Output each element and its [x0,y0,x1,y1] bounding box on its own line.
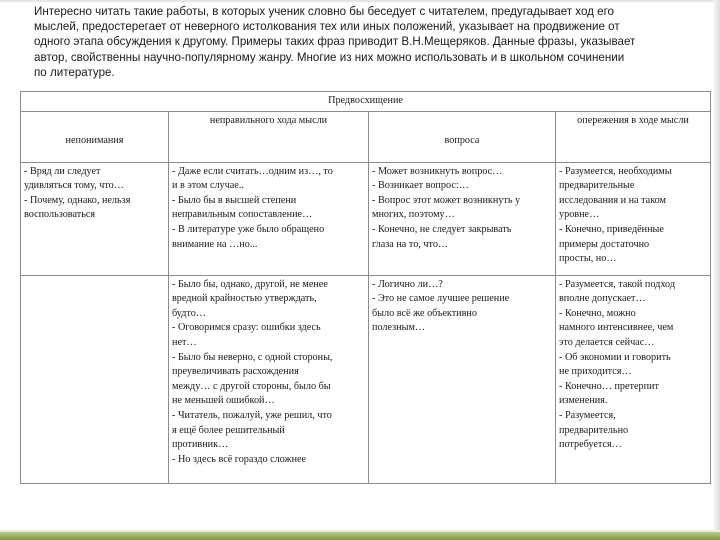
intro-line: одного этапа обсуждения к другому. Примеры таких фраз приводит В.Н.Мещеряков. Данные фразы, указывает [34,35,636,49]
cell-line: намного интенсивнее, чем [559,322,674,334]
cell-line: - Но здесь всё гораздо сложнее [172,453,307,465]
cell-line: - В литературе уже было обращено [172,223,325,235]
table-cell [21,275,169,483]
cell-line: - Об экономии и говорить [559,351,671,363]
cell-line: - Разумеется, [559,409,616,421]
table-cell [169,275,369,483]
cell-line: - Разумеется, необходимы [559,165,672,177]
intro-paragraph [34,4,704,80]
cell-line: - Даже если считать…одним из…, то [172,165,333,177]
table-cell [556,275,711,483]
cell-line: просты, но… [559,253,617,265]
column-header: опережения в ходе мысли [556,111,711,162]
table-row [21,162,711,275]
cell-line: и в этом случае.. [172,180,244,192]
cell-line: - Конечно, не следует закрывать [372,223,512,235]
bottom-bar-highlight [0,530,720,532]
cell-line: - Разумеется, такой подход [559,278,676,290]
cell-line: изменения. [559,395,608,407]
cell-line: уровне… [559,209,600,221]
cell-line: исследования и на таком [559,194,666,206]
column-header: вопроса [369,111,556,162]
cell-line: не приходится… [559,366,632,378]
cell-line: нет… [172,336,197,348]
cell-line: - Конечно, можно [559,307,636,319]
cell-line: - Конечно, приведённые [559,223,664,235]
cell-line: преувеличивать расхождения [172,366,299,378]
cell-line: - Логично ли…? [372,278,443,290]
cell-line: примеры достаточно [559,238,650,250]
cell-line: - Оговоримся сразу: ошибки здесь [172,322,321,334]
table-cell [21,162,169,275]
cell-line: - Вряд ли следует [24,165,101,177]
table-cell [369,162,556,275]
top-border [0,0,720,2]
table-cell [169,162,369,275]
table-title: Предвосхищение [21,92,711,112]
cell-line: потребуется… [559,439,622,451]
cell-line: будто… [172,307,207,319]
intro-line: по литературе. [34,65,115,79]
cell-line: неправильным сопоставление… [172,209,313,221]
cell-line: - Почему, однако, нельзя [24,194,131,206]
table-cell [369,275,556,483]
cell-line: полезным… [372,322,426,334]
bottom-decor-bar [0,530,720,540]
cell-line: - Было бы, однако, другой, не менее [172,278,328,290]
cell-line: - Было бы неверно, с одной стороны, [172,351,333,363]
intro-line: Интересно читать такие работы, в которых ученик словно бы беседует с читателем, предугадывает ход его [34,5,615,18]
table-title-row [21,92,711,112]
cell-line: - Это не самое лучшее решение [372,293,510,305]
right-border [714,0,720,540]
table-cell [556,162,711,275]
cell-line: вполне допускает… [559,293,646,305]
intro-line: автор, свойственны научно-популярному жанру. Многие из них можно использовать и в школьном сочинении [34,50,625,64]
cell-line: глаза на то, что… [372,238,449,250]
intro-line: мыслей, предостерегает от неверного истолкования тех или иных положений, указывает на продвижение от [34,20,620,34]
cell-line: было всё же объективно [372,307,477,319]
table-row [21,275,711,483]
cell-line: противник… [172,439,229,451]
column-header: непонимания [21,111,169,162]
cell-line: - Вопрос этот может возникнуть у [372,194,521,206]
cell-line: не меньшей ошибкой… [172,395,275,407]
cell-line: воспользоваться [24,209,96,221]
cell-line: - Может возникнуть вопрос… [372,165,503,177]
cell-line: - Возникает вопрос:… [372,180,469,192]
cell-line: я ещё более решительный [172,424,285,436]
anticipation-table [20,91,711,484]
cell-line: это делается сейчас… [559,336,655,348]
column-header: неправильного хода мысли [169,111,369,162]
cell-line: многих, поэтому… [372,209,455,221]
table-header-row [21,111,711,162]
cell-line: - Было бы в высшей степени [172,194,297,206]
cell-line: - Конечно… претерпит [559,380,659,392]
cell-line: - Читатель, пожалуй, уже решил, что [172,409,332,421]
cell-line: предварительно [559,424,629,436]
cell-line: удивляться тому, что… [24,180,124,192]
cell-line: вредной крайностью утверждать, [172,293,317,305]
cell-line: между… с другой стороны, было бы [172,380,331,392]
cell-line: внимание на …но... [172,238,258,250]
cell-line: предварительные [559,180,635,192]
